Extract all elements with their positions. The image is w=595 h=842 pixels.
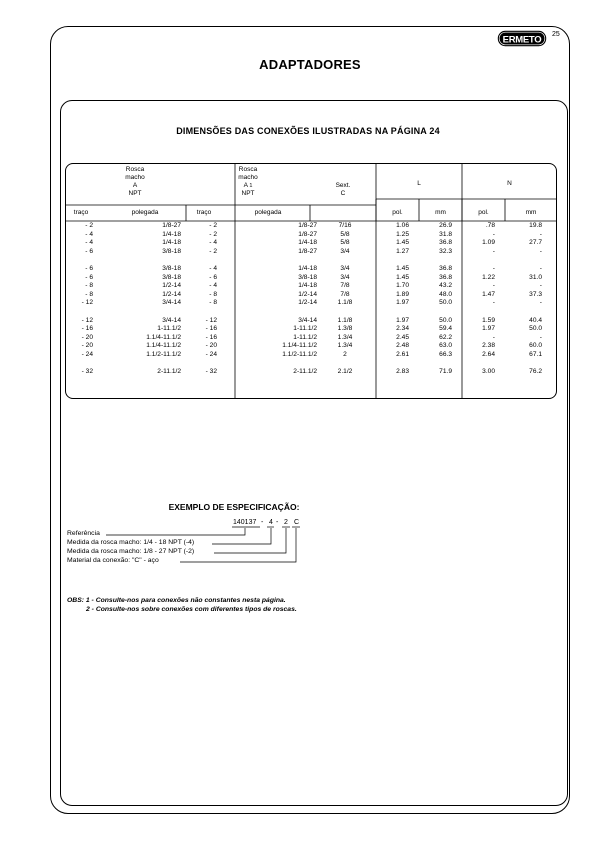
cell-polegada-a: 1/4-18	[162, 230, 181, 238]
cell-sext: 1.3/8	[337, 325, 353, 332]
cell-n-mm: 37.3	[529, 290, 542, 298]
cell-polegada-a1: 1.1/2-11.1/2	[282, 350, 317, 358]
cell-sext: 1.3/4	[337, 333, 353, 341]
cell-n-pol: -	[492, 230, 495, 238]
cell-n-pol: 1.09	[482, 239, 495, 246]
subheader-l-mm: mm	[435, 209, 446, 216]
cell-sext: 3/4	[340, 265, 350, 272]
cell-traco-a: - 12	[81, 299, 93, 306]
cell-n-mm: -	[539, 265, 542, 272]
cell-l-pol: 1.97	[396, 316, 409, 324]
cell-polegada-a1: 3/8-18	[298, 273, 317, 281]
subheader-polegada-a: polegada	[131, 209, 159, 216]
cell-traco-a1: - 2	[209, 247, 217, 255]
page-number: 25	[552, 31, 560, 38]
spec-code-material: C	[294, 519, 300, 526]
cell-polegada-a: 1/2-14	[162, 282, 181, 289]
obs-note-1: OBS: 1 - Consulte-nos para conexões não constantes nesta página.	[67, 597, 286, 604]
cell-traco-a: - 32	[81, 368, 93, 375]
cell-l-mm: 32.3	[439, 247, 452, 255]
subheader-polegada-a1: polegada	[254, 209, 282, 216]
cell-l-mm: 36.8	[439, 273, 452, 281]
cell-n-mm: -	[539, 299, 542, 306]
cell-n-mm: 50.0	[529, 325, 542, 332]
cell-l-pol: 1.45	[396, 239, 409, 246]
cell-traco-a: - 2	[85, 222, 93, 229]
cell-polegada-a1: 1/4-18	[298, 265, 317, 272]
page-title: ADAPTADORES	[259, 57, 361, 72]
cell-polegada-a: 1/4-18	[162, 239, 181, 246]
cell-l-mm: 71.9	[439, 368, 452, 375]
cell-l-mm: 59.4	[439, 325, 452, 332]
cell-n-pol: 2.64	[482, 350, 495, 358]
spec-code-sep2: -	[276, 519, 279, 526]
cell-polegada-a: 1/2-14	[162, 290, 181, 298]
cell-n-mm: -	[539, 282, 542, 289]
cell-traco-a: - 4	[85, 239, 93, 246]
cell-polegada-a: 1-11.1/2	[157, 325, 181, 332]
subheader-traco-a1: traço	[196, 209, 212, 216]
header-sext-line1: Sext.	[335, 182, 351, 189]
cell-l-pol: 1.97	[396, 299, 409, 306]
spec-label-thread-a: Medida da rosca macho: 1/4 - 18 NPT (-4)	[67, 539, 195, 546]
cell-n-mm: 67.1	[529, 350, 542, 358]
spec-code-sep1: -	[261, 519, 264, 526]
cell-traco-a: - 6	[85, 265, 93, 272]
subheader-n-pol: pol.	[478, 209, 489, 216]
cell-n-pol: 1.59	[482, 316, 495, 324]
cell-traco-a1: - 20	[205, 342, 217, 349]
cell-n-pol: 1.97	[482, 325, 495, 332]
cell-n-pol: -	[492, 299, 495, 306]
spec-label-material: Material da conexão: "C" - aço	[67, 557, 159, 564]
cell-n-pol: 1.22	[482, 273, 495, 281]
spec-code-thread-a: 4	[269, 519, 273, 526]
cell-polegada-a: 2-11.1/2	[157, 368, 181, 375]
cell-polegada-a1: 1/4-18	[298, 282, 317, 289]
cell-sext: 1.1/8	[337, 299, 353, 306]
cell-l-mm: 66.3	[439, 350, 452, 358]
cell-n-mm: 76.2	[529, 368, 542, 375]
cell-l-pol: 1.06	[396, 222, 409, 229]
cell-traco-a1: - 4	[209, 265, 217, 272]
cell-l-pol: 2.45	[396, 333, 409, 341]
cell-l-mm: 62.2	[439, 333, 452, 341]
cell-traco-a: - 6	[85, 273, 93, 281]
cell-polegada-a1: 1/8-27	[298, 247, 317, 255]
cell-traco-a1: - 16	[205, 325, 217, 332]
cell-polegada-a1: 1/2-14	[298, 299, 317, 306]
cell-sext: 7/16	[338, 222, 352, 229]
cell-n-pol: 1.47	[482, 290, 495, 298]
cell-polegada-a: 1/8-27	[162, 222, 181, 229]
cell-n-mm: -	[539, 230, 542, 238]
cell-polegada-a: 3/4-14	[162, 316, 181, 324]
cell-sext: 7/8	[340, 282, 350, 289]
cell-polegada-a1: 1/4-18	[298, 239, 317, 246]
cell-l-mm: 43.2	[439, 282, 452, 289]
cell-traco-a: - 6	[85, 247, 93, 255]
header-sext-line2: C	[340, 190, 346, 197]
header-rosca-a1-line4: NPT	[241, 190, 255, 197]
cell-n-pol: -	[492, 265, 495, 272]
cell-polegada-a1: 1-11.1/2	[293, 325, 317, 332]
cell-traco-a1: - 8	[209, 299, 217, 306]
cell-n-pol: -	[492, 247, 495, 255]
cell-l-mm: 31.8	[439, 230, 452, 238]
subheader-l-pol: pol.	[392, 209, 403, 216]
cell-traco-a1: - 6	[209, 273, 217, 281]
table-title: DIMENSÕES DAS CONEXÕES ILUSTRADAS NA PÁGINA 24	[176, 126, 440, 136]
subheader-traco-a: traço	[73, 209, 89, 216]
header-l: L	[417, 180, 421, 187]
cell-traco-a: - 12	[81, 316, 93, 324]
cell-n-pol: .78	[485, 222, 495, 229]
cell-traco-a1: - 4	[209, 282, 217, 289]
cell-l-pol: 2.48	[396, 342, 409, 349]
cell-l-pol: 1.70	[396, 282, 409, 289]
cell-n-pol: -	[492, 282, 495, 289]
cell-polegada-a: 3/8-18	[162, 265, 181, 272]
cell-sext: 3/4	[340, 247, 350, 255]
cell-sext: 5/8	[340, 230, 350, 238]
spec-code-thread-a1: 2	[284, 519, 288, 526]
cell-polegada-a1: 1/2-14	[298, 290, 317, 298]
cell-traco-a1: - 2	[209, 230, 217, 238]
cell-traco-a1: - 2	[209, 222, 217, 229]
cell-l-mm: 36.8	[439, 239, 452, 246]
header-rosca-a1-subscript: 1	[249, 183, 253, 189]
cell-n-mm: 40.4	[529, 316, 542, 324]
header-rosca-a-line1: Rosca	[125, 166, 145, 173]
cell-n-mm: -	[539, 247, 542, 255]
cell-l-mm: 50.0	[439, 316, 452, 324]
cell-polegada-a: 3/8-18	[162, 273, 181, 281]
spec-code-reference: 140137	[233, 519, 257, 526]
cell-traco-a1: - 8	[209, 290, 217, 298]
cell-traco-a: - 24	[81, 350, 93, 358]
cell-n-mm: 60.0	[529, 342, 542, 349]
cell-polegada-a1: 3/4-14	[298, 316, 317, 324]
cell-l-pol: 1.89	[396, 290, 409, 298]
cell-l-mm: 50.0	[439, 299, 452, 306]
cell-sext: 5/8	[340, 239, 350, 246]
cell-l-pol: 1.27	[396, 247, 409, 255]
cell-l-pol: 2.34	[396, 325, 409, 332]
cell-traco-a: - 20	[81, 333, 93, 341]
cell-traco-a: - 16	[81, 325, 93, 332]
subheader-n-mm: mm	[525, 209, 537, 216]
cell-l-pol: 1.45	[396, 273, 409, 281]
header-rosca-a-line4: NPT	[128, 190, 142, 197]
cell-n-mm: 19.8	[529, 222, 542, 229]
cell-l-pol: 2.83	[396, 368, 409, 375]
cell-l-mm: 36.8	[439, 265, 452, 272]
cell-traco-a1: - 4	[209, 239, 217, 246]
cell-l-pol: 1.25	[396, 230, 409, 238]
cell-polegada-a: 1.1/4-11.1/2	[146, 333, 181, 341]
cell-traco-a: - 8	[85, 290, 93, 298]
header-rosca-a-line3: A	[132, 182, 138, 189]
cell-polegada-a1: 1.1/4-11.1/2	[282, 342, 317, 349]
cell-traco-a: - 20	[81, 342, 93, 349]
cell-sext: 2.1/2	[337, 368, 353, 375]
cell-polegada-a: 1.1/4-11.1/2	[146, 342, 181, 349]
cell-traco-a1: - 12	[205, 316, 217, 324]
cell-l-mm: 48.0	[439, 290, 452, 298]
cell-n-mm: 31.0	[529, 273, 542, 281]
cell-traco-a1: - 32	[205, 368, 217, 375]
cell-n-pol: -	[492, 333, 495, 341]
cell-l-mm: 63.0	[439, 342, 452, 349]
cell-traco-a1: - 16	[205, 333, 217, 341]
cell-sext: 3/4	[340, 273, 350, 281]
header-rosca-a1-letter: A	[243, 182, 248, 189]
spec-label-thread-a1: Medida da rosca macho: 1/8 - 27 NPT (-2)	[67, 548, 195, 555]
obs-note-2: 2 - Consulte-nos sobre conexões com diferentes tipos de roscas.	[86, 606, 297, 613]
cell-l-mm: 26.9	[439, 222, 452, 229]
spec-label-reference: Referência	[67, 530, 100, 537]
cell-polegada-a1: 1/8-27	[298, 230, 317, 238]
cell-polegada-a1: 1-11.1/2	[293, 333, 317, 341]
cell-sext: 7/8	[340, 290, 350, 298]
cell-l-pol: 2.61	[396, 350, 409, 358]
cell-traco-a1: - 24	[205, 350, 217, 358]
spec-title: EXEMPLO DE ESPECIFICAÇÃO:	[168, 502, 300, 512]
header-n: N	[507, 180, 512, 187]
cell-n-pol: 2.38	[482, 342, 495, 349]
header-rosca-a-line2: macho	[125, 174, 145, 181]
logo-text: ERMETO	[502, 34, 542, 46]
cell-polegada-a: 3/4-14	[162, 299, 181, 306]
cell-traco-a: - 4	[85, 230, 93, 238]
cell-polegada-a1: 2-11.1/2	[293, 368, 317, 375]
cell-polegada-a1: 1/8-27	[298, 222, 317, 229]
cell-l-pol: 1.45	[396, 265, 409, 272]
cell-sext: 2	[343, 350, 347, 358]
cell-n-pol: 3.00	[482, 368, 495, 375]
cell-sext: 1.1/8	[337, 316, 353, 324]
cell-traco-a: - 8	[85, 282, 93, 289]
cell-polegada-a: 3/8-18	[162, 247, 181, 255]
cell-n-mm: 27.7	[529, 239, 542, 246]
cell-n-mm: -	[539, 333, 542, 341]
cell-sext: 1.3/4	[337, 342, 353, 349]
header-rosca-a1-line1: Rosca	[238, 166, 258, 173]
cell-polegada-a: 1.1/2-11.1/2	[146, 350, 181, 358]
header-rosca-a1-line2: macho	[238, 174, 258, 181]
